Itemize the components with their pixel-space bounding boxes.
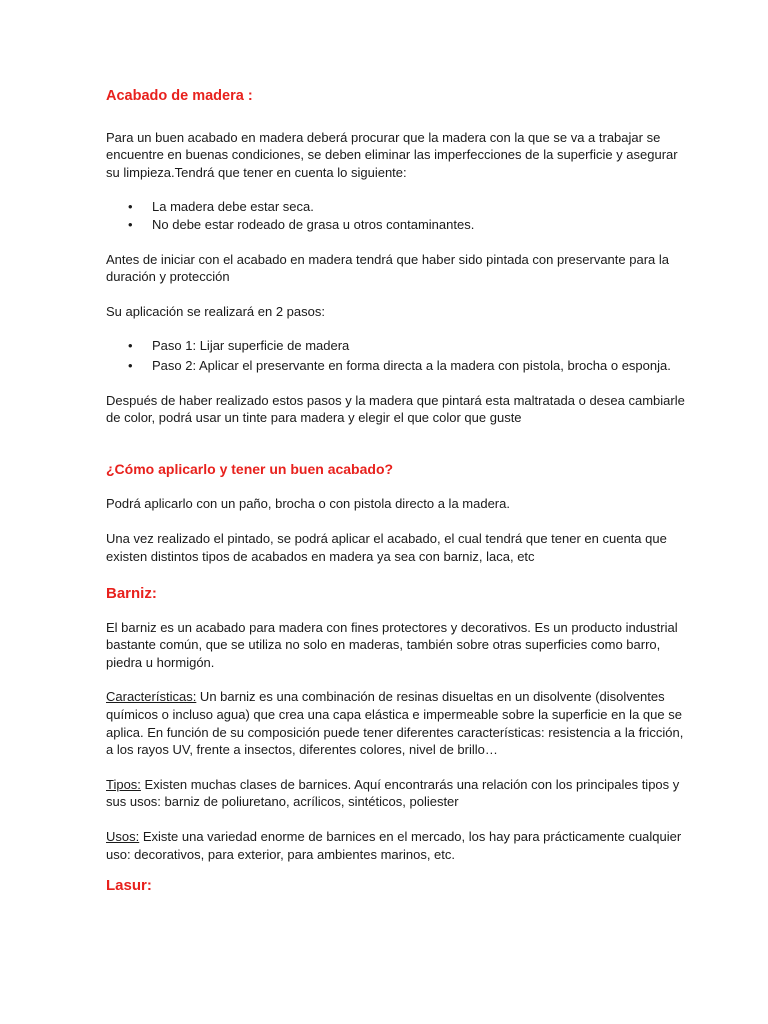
tipos-paragraph <box>106 776 686 811</box>
tipos-label: Tipos: <box>106 776 141 792</box>
usos-paragraph <box>106 828 686 863</box>
list-item-text: Paso 1: Lijar superficie de madera <box>152 338 350 354</box>
intro-paragraph: Para un buen acabado en madera deberá procurar que la madera con la que se va a trabajar se encuentre en buenas condiciones, se deben eliminar las imperfecciones de la superficie y asegurar su limpieza.Tendrá que tener en cuenta lo siguiente: <box>106 129 678 180</box>
list-item <box>106 337 686 355</box>
bullet-icon: • <box>128 216 133 232</box>
list-item-text: Paso 2: Aplicar el preservante en forma directa a la madera con pistola, brocha o esponja. <box>152 357 671 373</box>
list-item-text: No debe estar rodeado de grasa u otros contaminantes. <box>152 216 475 232</box>
pasos-intro: Su aplicación se realizará en 2 pasos: <box>106 303 325 319</box>
caracteristicas-label: Características: <box>106 689 197 705</box>
section-heading-como-aplicarlo: ¿Cómo aplicarlo y tener un buen acabado? <box>106 460 394 477</box>
acabados-paragraph: Una vez realizado el pintado, se podrá aplicar el acabado, el cual tendrá que tener en cuenta que existen distintos tipos de acabados en madera ya sea con barniz, laca, etc <box>106 530 667 564</box>
document-title: Acabado de madera : <box>106 88 253 104</box>
aplicar-paragraph: Podrá aplicarlo con un paño, brocha o con pistola directo a la madera. <box>106 496 510 512</box>
preservante-paragraph: Antes de iniciar con el acabado en madera tendrá que haber sido pintada con preservante para la duración y protección <box>106 251 669 285</box>
list-item <box>106 198 686 216</box>
pasos-list <box>106 337 686 374</box>
bullet-icon: • <box>128 199 133 215</box>
list-item <box>106 357 686 375</box>
caracteristicas-text: Un barniz es una combinación de resinas disueltas en un disolvente (disolventes químicos o incluso agua) que crea una capa elástica e impermeable sobre la superficie en la que se aplica. En función de su composición puede tener diferentes características: resistencia a la fricción, a los rayos UV, frente a insectos, diferentes colores, nivel de brillo… <box>106 689 684 758</box>
despues-paragraph: Después de haber realizado estos pasos y la madera que pintará esta maltratada o desea cambiarle de color, podrá usar un tinte para madera y elegir el que color que guste <box>106 392 685 426</box>
section-heading-barniz: Barniz: <box>106 585 157 603</box>
tipos-text: Existen muchas clases de barnices. Aquí encontrarás una relación con los principales tipos y sus usos: barniz de poliuretano, acrílicos, sintéticos, poliester <box>106 776 680 810</box>
usos-label: Usos: <box>106 829 140 845</box>
barniz-intro-paragraph: El barniz es un acabado para madera con fines protectores y decorativos. Es un producto industrial bastante común, que se utiliza no solo en maderas, también sobre otras superficies como barro, piedra u hormigón. <box>106 619 678 670</box>
list-item-text: La madera debe estar seca. <box>152 199 314 215</box>
bullet-icon: • <box>128 338 133 354</box>
section-heading-lasur: Lasur: <box>106 877 152 895</box>
usos-text: Existe una variedad enorme de barnices en el mercado, los hay para prácticamente cualquier uso: decorativos, para exterior, para ambientes marinos, etc. <box>106 829 682 862</box>
caracteristicas-paragraph <box>106 688 686 758</box>
list-item <box>106 216 686 234</box>
bullet-icon: • <box>128 357 133 373</box>
document-body <box>106 88 686 895</box>
conditions-list <box>106 198 686 233</box>
